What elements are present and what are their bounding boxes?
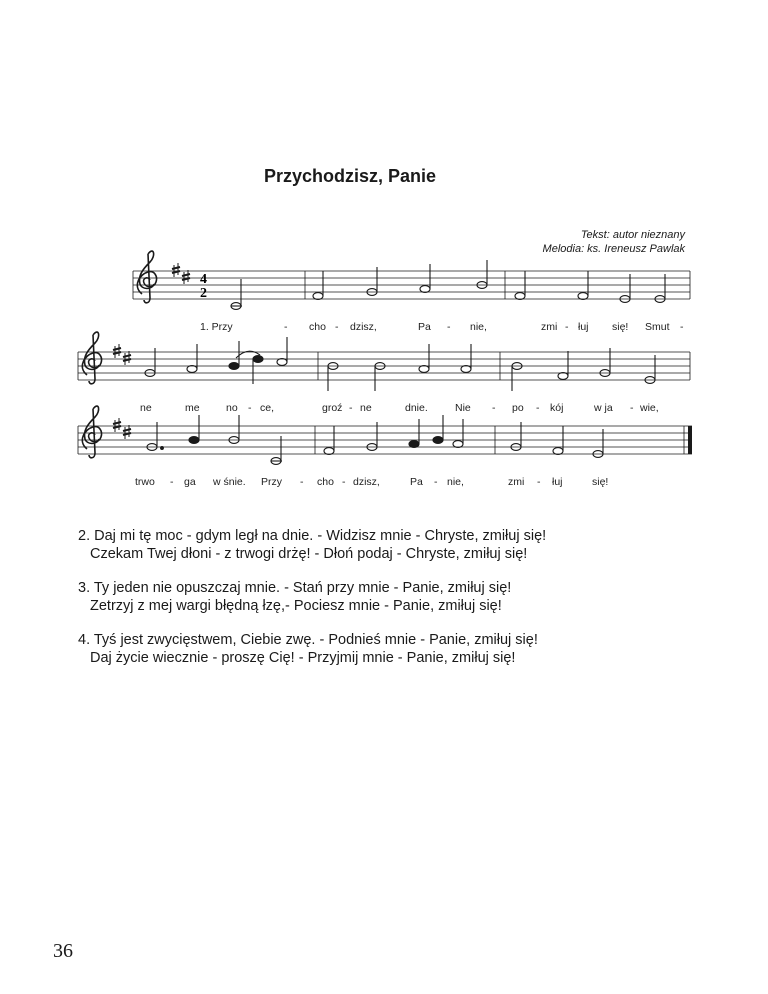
lyric: kój — [550, 402, 564, 414]
song-title: Przychodzisz, Panie — [264, 166, 437, 186]
lyric: ne — [360, 402, 372, 414]
lyric: - — [170, 476, 174, 488]
verse-4 — [78, 631, 546, 667]
lyric: - — [537, 476, 541, 488]
lyric: się! — [592, 476, 609, 488]
lyric: no — [226, 402, 238, 414]
verse-line: 4. Tyś jest zwycięstwem, Ciebie zwę. - Podnieś mnie - Panie, zmiłuj się! — [78, 632, 538, 648]
final-barline — [688, 426, 692, 454]
treble-clef-icon — [137, 251, 156, 303]
lyric: - — [284, 321, 288, 333]
lyric: me — [185, 402, 200, 414]
lyric: - — [565, 321, 569, 333]
verse-line: Daj życie wiecznie - proszę Cię! - Przyjmij mnie - Panie, zmiłuj się! — [90, 650, 516, 666]
verse-2 — [78, 527, 546, 563]
lyric: - — [300, 476, 304, 488]
lyric: - — [342, 476, 346, 488]
lyric: Smut — [645, 321, 670, 333]
lyric: Nie — [455, 402, 471, 414]
lyric: groź — [322, 402, 343, 414]
lyric: - — [447, 321, 451, 333]
verse-line: Czekam Twej dłoni - z trwogi drżę! - Dłoń podaj - Chryste, zmiłuj się! — [90, 546, 528, 562]
treble-clef-icon — [82, 332, 101, 384]
lyric: trwo — [135, 476, 155, 488]
key-signature-icon — [113, 344, 131, 365]
verse-line: 2. Daj mi tę moc - gdym legł na dnie. - Widzisz mnie - Chryste, zmiłuj się! — [78, 528, 547, 544]
lyric: Pa — [418, 321, 431, 333]
time-sig-top: 4 — [200, 272, 207, 287]
lyric: po — [512, 402, 524, 414]
lyric: - — [630, 402, 634, 414]
lyric: w ja — [594, 402, 613, 414]
lyric: ga — [184, 476, 196, 488]
lyric: w śnie. — [213, 476, 246, 488]
lyric: dzisz, — [353, 476, 380, 488]
verse-line: Zetrzyj z mej wargi błędną łzę,- Pociesz mnie - Panie, zmiłuj się! — [90, 598, 502, 614]
staff-system-3 — [78, 406, 692, 488]
lyric: cho — [317, 476, 334, 488]
lyric: - — [680, 321, 684, 333]
staff-system-2 — [78, 332, 690, 414]
lyric: dnie. — [405, 402, 428, 414]
lyric: - — [248, 402, 252, 414]
lyric: - — [536, 402, 540, 414]
lyric: zmi — [541, 321, 558, 333]
lyric: zmi — [508, 476, 525, 488]
melody-credit: Melodia: ks. Ireneusz Pawlak — [542, 243, 685, 255]
key-signature-icon — [172, 263, 190, 284]
lyric: ce, — [260, 402, 275, 414]
verses — [78, 527, 546, 683]
lyric: łuj — [578, 321, 589, 333]
lyric: się! — [612, 321, 629, 333]
verse-3 — [78, 579, 546, 615]
lyrics-credit: Tekst: autor nieznany — [580, 229, 685, 241]
lyric: nie, — [447, 476, 464, 488]
lyric: nie, — [470, 321, 487, 333]
lyric: - — [492, 402, 496, 414]
page-number: 36 — [53, 940, 73, 962]
lyric: łuj — [552, 476, 563, 488]
key-signature-icon — [113, 418, 131, 439]
lyric: cho — [309, 321, 326, 333]
staff-system-1 — [133, 251, 690, 333]
time-sig-bottom: 2 — [200, 286, 207, 301]
lyric: Pa — [410, 476, 423, 488]
lyric: 1. Przy — [200, 321, 233, 333]
lyric: - — [349, 402, 353, 414]
lyric: - — [434, 476, 438, 488]
lyric: Przy — [261, 476, 282, 488]
verse-line: 3. Ty jeden nie opuszczaj mnie. - Stań przy mnie - Panie, zmiłuj się! — [78, 580, 512, 596]
lyric: dzisz, — [350, 321, 377, 333]
lyric: wie, — [640, 402, 659, 414]
treble-clef-icon — [82, 406, 101, 458]
lyric: - — [335, 321, 339, 333]
lyric: ne — [140, 402, 152, 414]
